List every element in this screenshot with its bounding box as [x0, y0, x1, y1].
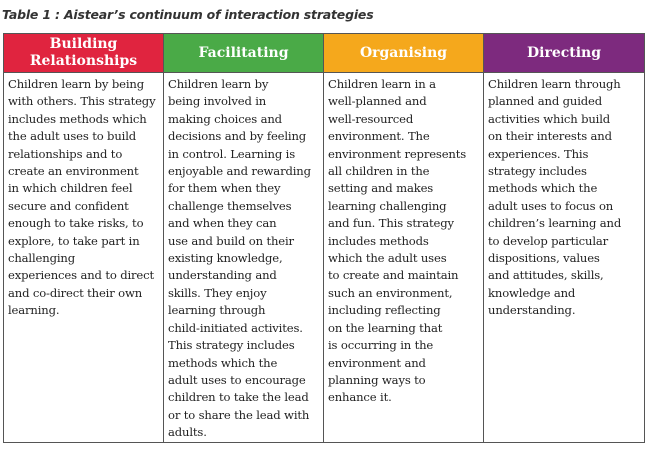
- text-line: create an environment: [8, 164, 139, 179]
- text-line: decisions and by feeling: [168, 129, 307, 144]
- text-line: This strategy includes: [168, 338, 295, 353]
- text-line: environment and: [328, 355, 426, 370]
- header-row: [4, 34, 645, 73]
- text-line: adults.: [168, 425, 207, 440]
- text-line: Children learn by: [168, 77, 269, 91]
- text-line: challenge themselves: [168, 198, 292, 213]
- text-line: and co-direct their own: [8, 285, 143, 300]
- text-line: Children learn through: [488, 77, 621, 91]
- text-line: children to take the lead: [168, 390, 309, 405]
- cell-organising: [324, 73, 484, 443]
- text-line: understanding and: [168, 268, 277, 283]
- text-line: to develop particular: [488, 233, 609, 248]
- header-directing: Directing: [484, 34, 645, 73]
- text-line: activities which build: [488, 111, 611, 126]
- interaction-strategies-table: [3, 33, 645, 443]
- text-line: making choices and: [168, 111, 282, 126]
- cell-facilitating: [164, 73, 324, 443]
- text-line: in which children feel: [8, 181, 133, 196]
- text-line: experiences and to direct: [8, 268, 154, 283]
- text-line: well-resourced: [328, 111, 414, 126]
- text-line: learning.: [8, 303, 60, 318]
- text-line: being involved in: [168, 94, 267, 109]
- text-line: environment represents: [328, 146, 467, 161]
- text-line: knowledge and: [488, 285, 576, 300]
- text-line: challenging: [8, 251, 75, 266]
- text-line: understanding.: [488, 303, 576, 318]
- header-facilitating: Facilitating: [164, 34, 324, 73]
- text-line: including reflecting: [328, 303, 441, 318]
- text-line: secure and confident: [8, 198, 129, 213]
- text-line: which the adult uses: [328, 251, 447, 266]
- text-line: in control. Learning is: [168, 146, 296, 161]
- text-line: and when they can: [168, 216, 277, 231]
- table-caption: Table 1 : Aistear’s continuum of interaction strategies: [2, 7, 374, 22]
- text-line: adult uses to focus on: [488, 198, 614, 213]
- text-line: Children learn by being: [8, 77, 144, 91]
- text-line: methods which the: [488, 181, 598, 196]
- body-row: [4, 73, 645, 443]
- header-organising: Organising: [324, 34, 484, 73]
- text-line: and attitudes, skills,: [488, 268, 604, 283]
- text-line: dispositions, values: [488, 251, 600, 266]
- text-line: enjoyable and rewarding: [168, 164, 311, 179]
- text-line: well-planned and: [328, 94, 427, 109]
- text-line: children’s learning and: [488, 216, 622, 231]
- text-line: all children in the: [328, 164, 430, 179]
- text-line: learning challenging: [328, 198, 447, 213]
- text-line: use and build on their: [168, 233, 294, 248]
- text-line: planned and guided: [488, 94, 603, 109]
- text-line: with others. This strategy: [8, 94, 156, 109]
- cell-building-relationships: [4, 73, 164, 443]
- text-line: the adult uses to build: [8, 129, 137, 144]
- text-line: on their interests and: [488, 129, 612, 144]
- text-line: experiences. This: [488, 146, 589, 161]
- text-line: relationships and to: [8, 146, 123, 161]
- text-line: environment. The: [328, 129, 430, 144]
- text-line: child-initiated activites.: [168, 320, 303, 335]
- text-line: on the learning that: [328, 320, 443, 335]
- text-line: includes methods: [328, 233, 429, 248]
- text-line: to create and maintain: [328, 268, 459, 283]
- text-line: or to share the lead with: [168, 407, 310, 422]
- text-line: and fun. This strategy: [328, 216, 454, 231]
- text-line: strategy includes: [488, 164, 587, 179]
- text-line: enough to take risks, to: [8, 216, 144, 231]
- text-line: such an environment,: [328, 285, 453, 300]
- text-line: planning ways to: [328, 372, 426, 387]
- header-building-relationships: Building Relationships: [4, 34, 164, 73]
- text-line: includes methods which: [8, 111, 147, 126]
- text-line: enhance it.: [328, 390, 392, 405]
- text-line: existing knowledge,: [168, 251, 283, 266]
- text-line: learning through: [168, 303, 266, 318]
- text-line: explore, to take part in: [8, 233, 140, 248]
- text-line: methods which the: [168, 355, 278, 370]
- text-line: setting and makes: [328, 181, 434, 196]
- text-line: for them when they: [168, 181, 281, 196]
- cell-directing: [484, 73, 645, 443]
- text-line: is occurring in the: [328, 338, 434, 353]
- text-line: adult uses to encourage: [168, 372, 306, 387]
- text-line: Children learn in a: [328, 77, 436, 91]
- text-line: skills. They enjoy: [168, 285, 267, 300]
